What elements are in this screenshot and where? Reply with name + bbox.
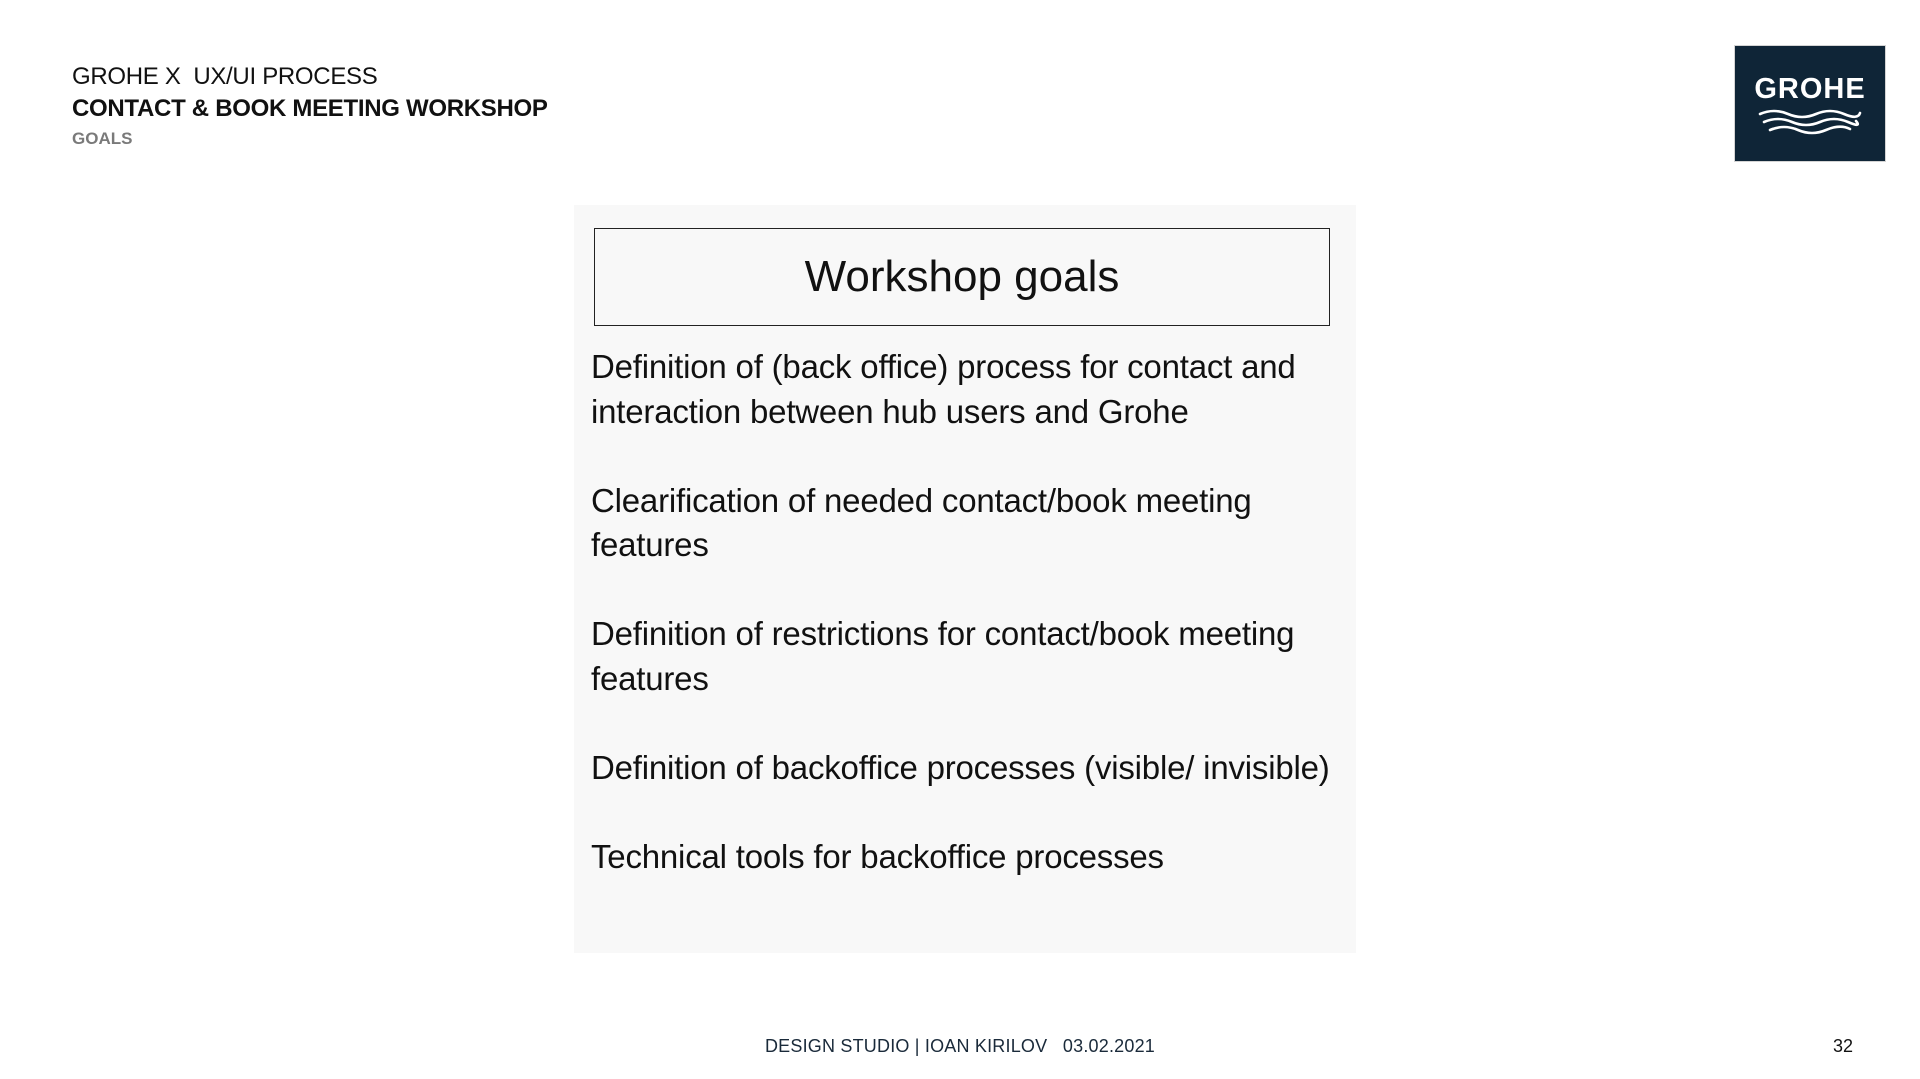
goal-item: Technical tools for backoffice processes [591, 837, 1164, 875]
grohe-logo [1735, 46, 1885, 161]
goals-title-box [594, 228, 1330, 326]
waves-icon [1754, 109, 1866, 135]
goals-panel [574, 205, 1356, 953]
goal-item: Definition of (back office) process for contact and interaction between hub users and Grohe [591, 348, 1296, 430]
header-workshop-title: CONTACT & BOOK MEETING WORKSHOP [72, 95, 548, 122]
slide-footer: DESIGN STUDIO | IOAN KIRILOV 03.02.2021 [764, 1036, 1155, 1056]
slide-header [72, 62, 548, 152]
goals-list [591, 345, 1351, 924]
goal-item: Definition of backoffice processes (visible/ invisible) [591, 748, 1330, 786]
page-number: 32 [1833, 1036, 1854, 1056]
header-section-label: GOALS [72, 129, 133, 148]
goals-title: Workshop goals [804, 252, 1120, 301]
goal-item: Clearification of needed contact/book meeting features [591, 481, 1252, 563]
goal-item: Definition of restrictions for contact/book meeting features [591, 615, 1295, 697]
logo-text: GROHE [1754, 72, 1866, 105]
header-project-title: GROHE X UX/UI PROCESS [72, 63, 378, 90]
